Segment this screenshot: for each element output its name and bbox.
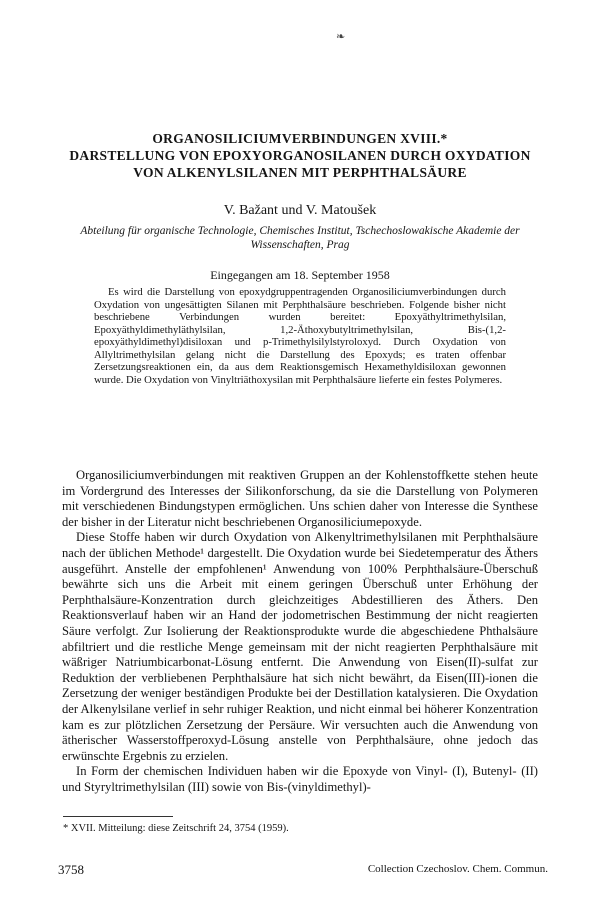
title-line-2: DARSTELLUNG VON EPOXYORGANOSILANEN DURCH OXYDATION — [69, 148, 531, 163]
paragraph: In Form der chemischen Individuen haben wir die Epoxyde von Vinyl- (I), Butenyl- (II) und Styryltrimethylsilan (III) sowie von Bis-(vinyldimethyl)- — [62, 764, 538, 794]
page-number: 3758 — [58, 862, 84, 877]
body-text — [62, 468, 538, 795]
paragraph: Diese Stoffe haben wir durch Oxydation von Alkenyltrimethylsilanen mit Perphthalsäure nach der üblichen Methode¹ dargestellt. Die Oxydation wurde bei Siedetemperatur des Äthers ausgeführt. Anstelle der empfohlenen¹ Anwendung von 100% Perphthalsäure-Überschuß bewährte sich uns die Arbeit mit einem geringen Überschuß unter Erhöhung der Perphthalsäure-Konzentration durch gleichzeitiges Abdestillieren des Äthers. Den Reaktionsverlauf haben wir an Hand der jodometrischen Bestimmung der nicht reagierten Säure verfolgt. Zur Isolierung der Reaktionsprodukte wurde die abgeschiedene Phthalsäure abfiltriert und die restliche Menge gemeinsam mit der nicht reagierten Perphthalsäure mit wäßriger Natriumbicarbonat-Lösung entfernt. Die Anwendung von Eisen(II)-sulfat zur Reduktion der verbliebenen Perphthalsäure hat sich nicht bewährt, da Eisen(III)-ionen die Zersetzung der weniger beständigen Produkte bei der Destillation katalysieren. Die Oxydation der Alkenylsilane verlief in sehr ruhiger Reaktion, und nicht einmal bei höherer Konzentration kam es zur plötzlichen Zersetzung der Persäure. Wir versuchten auch die Anwendung von ätherischer Wasserstoffperoxyd-Lösung anstelle von Perphthalsäure, ohne jedoch das erwünschte Ergebnis zu erzielen. — [62, 530, 538, 763]
title-line-1: ORGANOSILICIUMVERBINDUNGEN XVIII.* — [152, 131, 448, 146]
journal-name: Collection Czechoslov. Chem. Commun. — [367, 863, 548, 875]
footnote-rule — [63, 816, 173, 817]
affiliation: Abteilung für organische Technologie, Chemisches Institut, Tschechoslowakische Akademie der Wissenschaften, Prag — [80, 225, 520, 251]
title-line-3: VON ALKENYLSILANEN MIT PERPHTHALSÄURE — [133, 165, 467, 180]
article-title — [40, 130, 560, 181]
abstract: Es wird die Darstellung von epoxydgruppentragenden Organosiliciumverbindungen durch Oxydation von ungesättigten Silanen mit Perphthalsäure beschrieben. Folgende bisher nicht beschriebene Verbindungen wurden bereitet: Epoxyäthyltrimethylsilan, Epoxyäthyldimethyläthylsilan, 1,2-Äthoxybutyltrimethylsilan, Bis-(1,2-epoxyäthyldimethyl)disiloxan und p-Trimethylsilylstyroloxyd. Durch Oxydation von Allyltrimethylsilan gelang nicht die Darstellung des Epoxyds; es traten offenbar Zersetzungsreaktionen ein, da aus dem Reaktionsgemisch Hexamethyldisiloxan gewonnen wurde. Die Oxydation von Vinyltriäthoxysilan mit Perphthalsäure lieferte ein festes Polymeres. — [94, 286, 506, 386]
footnote: * XVII. Mitteilung: diese Zeitschrift 24, 3754 (1959). — [63, 823, 289, 834]
authors: V. Bažant und V. Matoušek — [223, 203, 377, 218]
received-date: Eingegangen am 18. September 1958 — [210, 268, 390, 282]
header-ornament: ❧ — [336, 30, 346, 43]
paragraph: Organosiliciumverbindungen mit reaktiven Gruppen an der Kohlenstoffkette stehen heute im Vordergrund des Interesses der Silikonforschung, da sie die Darstellung von Polymeren mit verschiedenen Bindungstypen ermöglichen. Uns schien daher von Interesse die Synthese der bisher in der Literatur nicht beschriebenen Organosiliciumepoxyde. — [62, 468, 538, 529]
